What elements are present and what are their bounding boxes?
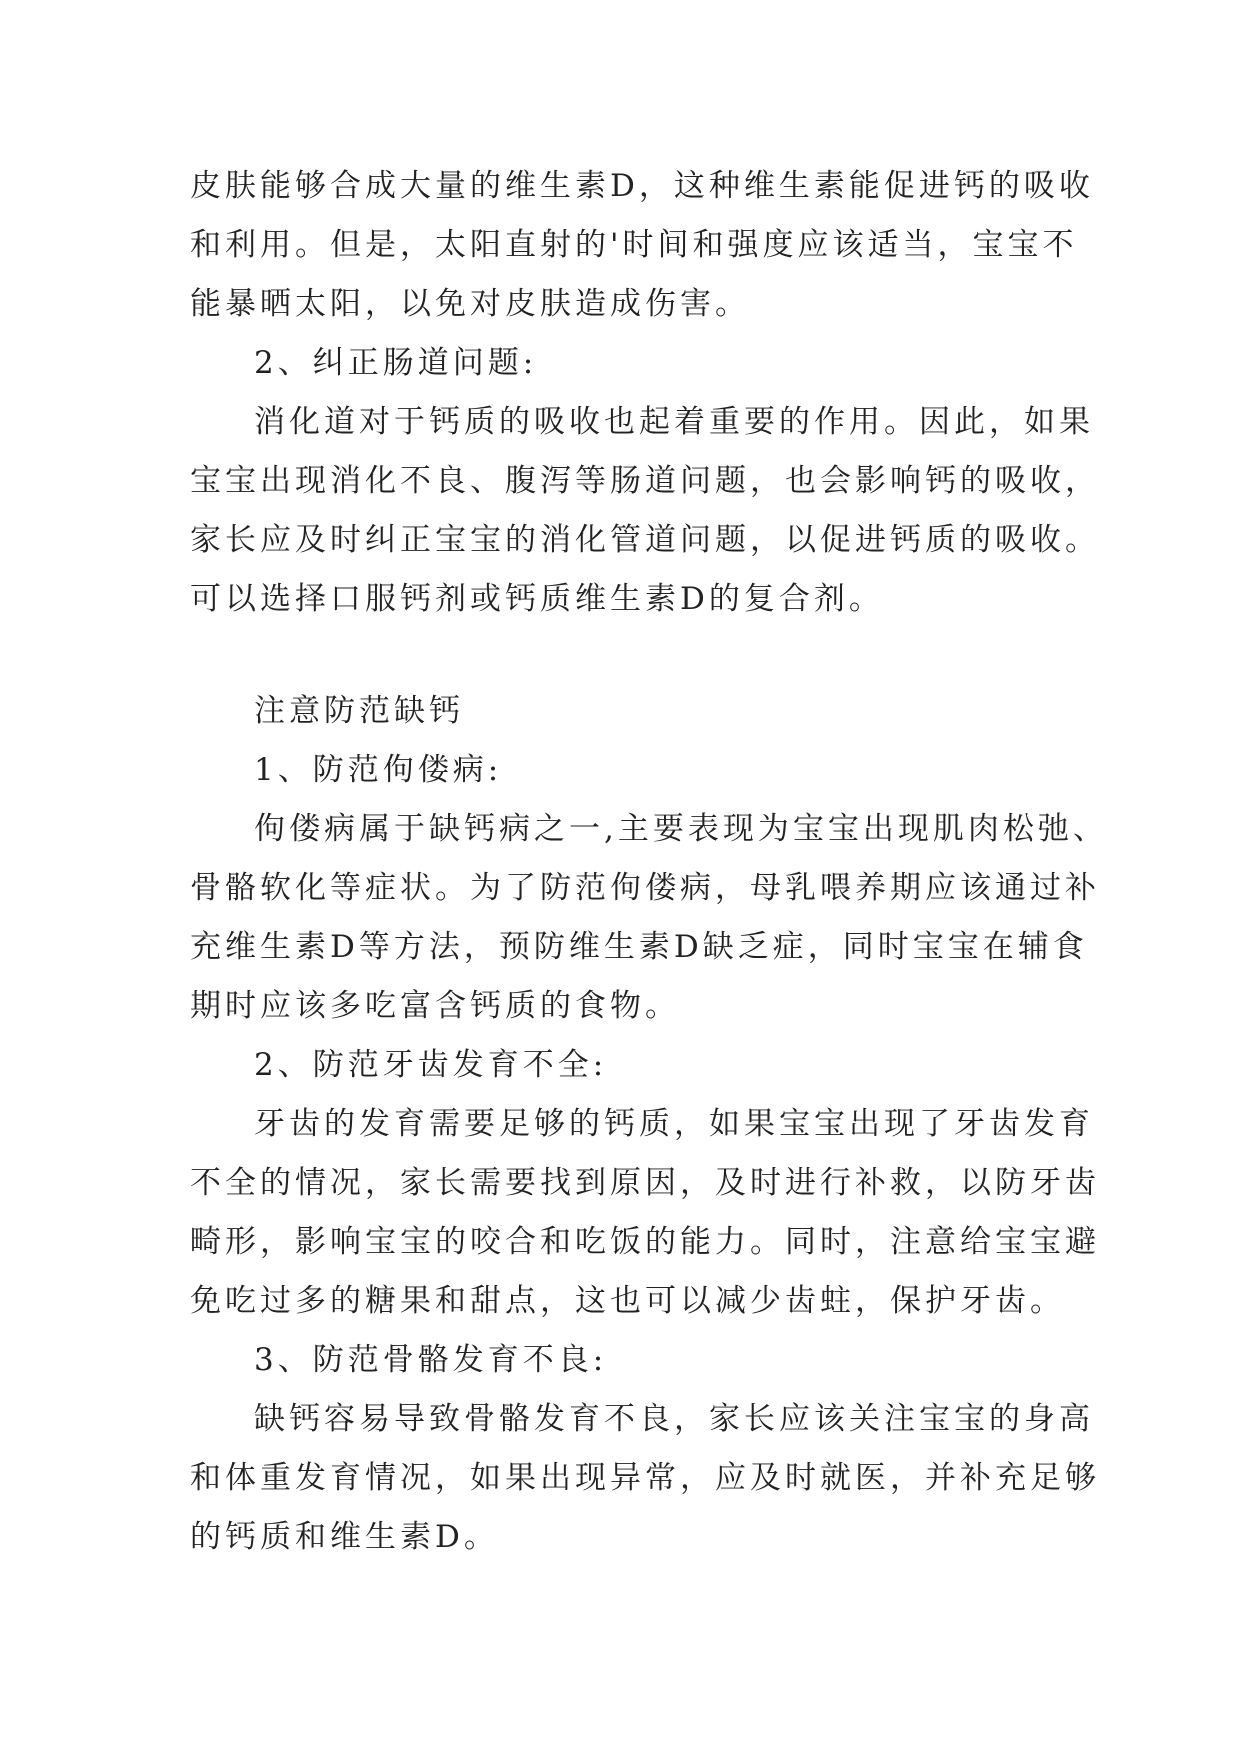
- text-line: 皮肤能够合成大量的维生素D，这种维生素能促进钙的吸收: [190, 168, 1094, 204]
- text-line: 畸形，影响宝宝的咬合和吃饭的能力。同时，注意给宝宝避: [190, 1224, 1100, 1260]
- text-section-2: [190, 682, 1108, 1567]
- text-line: 佝偻病属于缺钙病之一,主要表现为宝宝出现肌肉松弛、: [254, 811, 1108, 847]
- text-line: 能暴晒太阳，以免对皮肤造成伤害。: [190, 286, 750, 322]
- subheading-intestinal: 2、纠正肠道问题:: [254, 345, 538, 381]
- subheading-rickets: 1、防范佝偻病:: [254, 752, 503, 788]
- text-line: 期时应该多吃富含钙质的食物。: [190, 988, 680, 1024]
- text-section-1: [190, 157, 1100, 629]
- text-line: 家长应及时纠正宝宝的消化管道问题，以促进钙质的吸收。: [190, 522, 1100, 558]
- text-line: 宝宝出现消化不良、腹泻等肠道问题，也会影响钙的吸收，: [190, 463, 1100, 499]
- text-line: 消化道对于钙质的吸收也起着重要的作用。因此，如果: [254, 404, 1094, 440]
- text-line: 不全的情况，家长需要找到原因，及时进行补救，以防牙齿: [190, 1165, 1100, 1201]
- text-line: 免吃过多的糖果和甜点，这也可以减少齿蛀，保护牙齿。: [190, 1283, 1065, 1319]
- section-heading: 注意防范缺钙: [254, 693, 464, 729]
- text-line: 牙齿的发育需要足够的钙质，如果宝宝出现了牙齿发育: [254, 1106, 1094, 1142]
- text-line: 和体重发育情况，如果出现异常，应及时就医，并补充足够: [190, 1460, 1100, 1496]
- text-line: 缺钙容易导致骨骼发育不良，家长应该关注宝宝的身高: [254, 1401, 1094, 1437]
- text-line: 充维生素D等方法，预防维生素D缺乏症，同时宝宝在辅食: [190, 929, 1088, 965]
- subheading-teeth: 2、防范牙齿发育不全:: [254, 1047, 608, 1083]
- text-line: 和利用。但是，太阳直射的'时间和强度应该适当，宝宝不: [190, 227, 1078, 263]
- text-line: 可以选择口服钙剂或钙质维生素D的复合剂。: [190, 581, 884, 617]
- text-line: 的钙质和维生素D。: [190, 1519, 499, 1555]
- subheading-bones: 3、防范骨骼发育不良:: [254, 1342, 608, 1378]
- text-line: 骨骼软化等症状。为了防范佝偻病，母乳喂养期应该通过补: [190, 870, 1100, 906]
